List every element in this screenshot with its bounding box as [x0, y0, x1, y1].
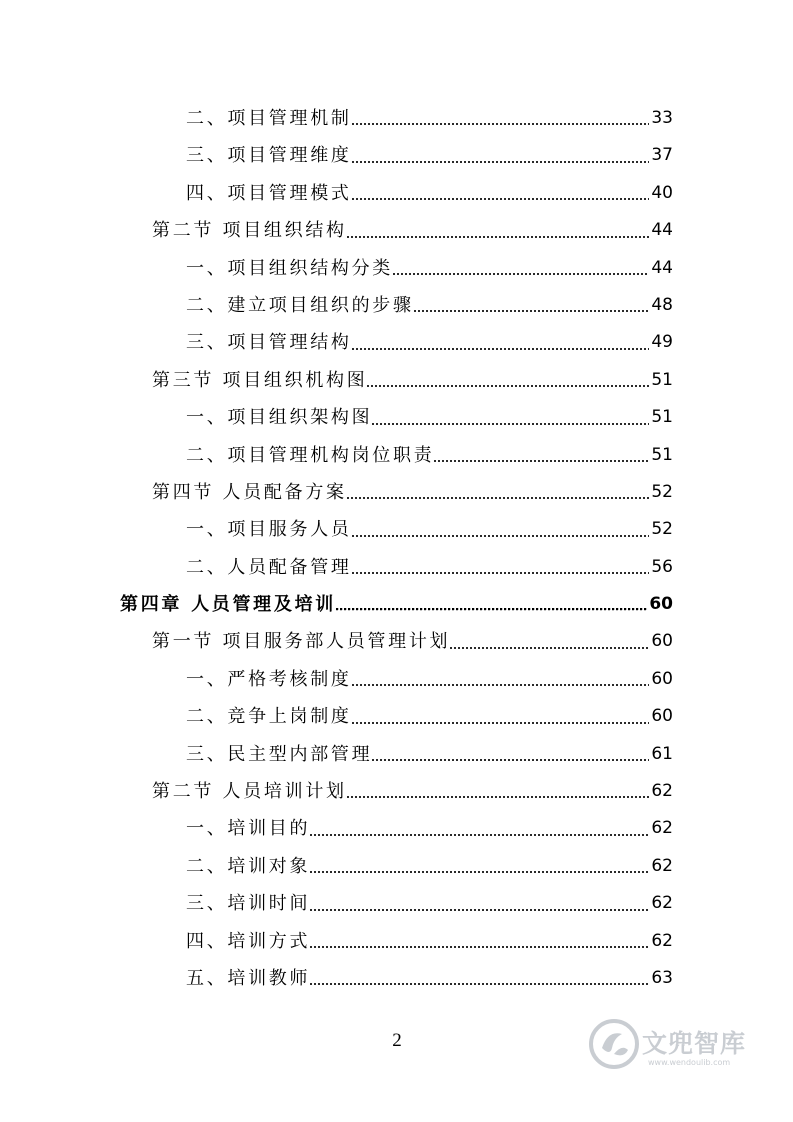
dot-leader: [352, 684, 650, 686]
toc-entry-title: 五、培训教师: [186, 967, 311, 989]
dot-leader: [310, 946, 649, 948]
toc-entry-title: 三、项目管理结构: [186, 332, 352, 354]
toc-entry-page: 44: [651, 220, 673, 241]
toc-entry-title: 三、培训时间: [186, 893, 311, 915]
toc-item-row: [0, 437, 793, 474]
toc-section-row: [0, 773, 793, 810]
toc-entry-page: 37: [651, 145, 673, 166]
dot-leader: [352, 535, 650, 537]
toc-entry-page: 62: [651, 818, 673, 839]
dot-leader: [310, 871, 649, 873]
watermark-brand: 文兜智库: [642, 1029, 747, 1058]
toc-entry-page: 52: [651, 519, 673, 540]
dot-leader: [336, 608, 647, 611]
toc-entry-page: 51: [651, 407, 673, 428]
toc-entry-title: 二、项目管理机构岗位职责: [186, 444, 435, 466]
toc-entry-title: 三、项目管理维度: [186, 145, 352, 167]
toc-entry-page: 51: [651, 444, 673, 465]
toc-entry-page: 62: [651, 930, 673, 951]
dot-leader: [352, 722, 650, 724]
dot-leader: [372, 423, 649, 425]
dot-leader: [310, 909, 649, 911]
toc-item-row: [0, 324, 793, 361]
toc-item-row: [0, 399, 793, 436]
toc-item-row: [0, 960, 793, 997]
toc-entry-page: 49: [651, 332, 673, 353]
toc-item-row: [0, 661, 793, 698]
dot-leader: [352, 123, 650, 125]
toc-entry-page: 40: [651, 182, 673, 203]
dot-leader: [347, 497, 650, 499]
toc-entry-page: 48: [651, 294, 673, 315]
toc-entry-title: 一、项目组织架构图: [186, 407, 373, 429]
toc-entry-page: 51: [651, 369, 673, 390]
toc-entry-page: 63: [651, 967, 673, 988]
toc-item-row: [0, 100, 793, 137]
toc-section-row: [0, 212, 793, 249]
toc-entry-title: 一、培训目的: [186, 818, 311, 840]
dot-leader: [414, 310, 650, 312]
toc-item-row: [0, 848, 793, 885]
toc-entry-title: 第三节 项目组织机构图: [152, 369, 368, 391]
toc-item-row: [0, 810, 793, 847]
dot-leader: [450, 647, 649, 649]
toc-entry-page: 60: [651, 631, 673, 652]
dot-leader: [310, 983, 649, 985]
toc-entry-page: 60: [649, 594, 673, 615]
dot-leader: [347, 236, 650, 238]
toc-entry-title: 四、项目管理模式: [186, 182, 352, 204]
toc-item-row: [0, 885, 793, 922]
toc-item-row: [0, 736, 793, 773]
dot-leader: [393, 273, 649, 275]
toc-entry-page: 52: [651, 481, 673, 502]
watermark-url: www.wendoulib.com: [648, 1058, 731, 1067]
toc-entry-title: 二、建立项目组织的步骤: [186, 294, 414, 316]
toc-entry-title: 一、项目组织结构分类: [186, 257, 393, 279]
dot-leader: [352, 198, 650, 200]
toc-entry-title: 第二节 项目组织结构: [152, 220, 347, 242]
toc-chapter-row: [0, 586, 793, 623]
toc-item-row: [0, 923, 793, 960]
toc-item-row: [0, 250, 793, 287]
toc-entry-page: 62: [651, 855, 673, 876]
toc-entry-page: 62: [651, 781, 673, 802]
toc-entry-title: 第四节 人员配备方案: [152, 481, 347, 503]
toc-entry-title: 二、人员配备管理: [186, 556, 352, 578]
toc-entry-page: 60: [651, 668, 673, 689]
dot-leader: [434, 460, 649, 462]
toc-item-row: [0, 137, 793, 174]
toc-entry-page: 61: [651, 743, 673, 764]
dot-leader: [372, 759, 649, 761]
dot-leader: [352, 161, 650, 163]
toc-entry-title: 二、竞争上岗制度: [186, 706, 352, 728]
watermark: [588, 1018, 768, 1074]
toc-section-row: [0, 474, 793, 511]
toc-entry-title: 四、培训方式: [186, 930, 311, 952]
toc-entry-title: 第四章 人员管理及培训: [120, 594, 336, 616]
table-of-contents: [0, 100, 793, 997]
toc-entry-title: 第一节 项目服务部人员管理计划: [152, 631, 451, 653]
toc-entry-page: 60: [651, 706, 673, 727]
page-number: 2: [392, 1030, 402, 1051]
logo-icon: [588, 1018, 640, 1070]
toc-item-row: [0, 287, 793, 324]
toc-section-row: [0, 623, 793, 660]
toc-entry-page: 33: [651, 108, 673, 128]
toc-entry-page: 56: [651, 556, 673, 577]
toc-entry-title: 二、培训对象: [186, 855, 311, 877]
dot-leader: [352, 572, 650, 574]
toc-entry-title: 一、严格考核制度: [186, 668, 352, 690]
toc-item-row: [0, 549, 793, 586]
toc-section-row: [0, 362, 793, 399]
toc-entry-title: 一、项目服务人员: [186, 519, 352, 541]
toc-entry-title: 第二节 人员培训计划: [152, 781, 347, 803]
toc-entry-title: 三、民主型内部管理: [186, 743, 373, 765]
toc-item-row: [0, 698, 793, 735]
dot-leader: [347, 796, 650, 798]
dot-leader: [352, 348, 650, 350]
toc-item-row: [0, 175, 793, 212]
toc-entry-page: 44: [651, 257, 673, 278]
dot-leader: [310, 834, 649, 836]
toc-entry-title: 二、项目管理机制: [186, 108, 352, 129]
toc-item-row: [0, 511, 793, 548]
dot-leader: [367, 385, 649, 387]
toc-entry-page: 62: [651, 893, 673, 914]
